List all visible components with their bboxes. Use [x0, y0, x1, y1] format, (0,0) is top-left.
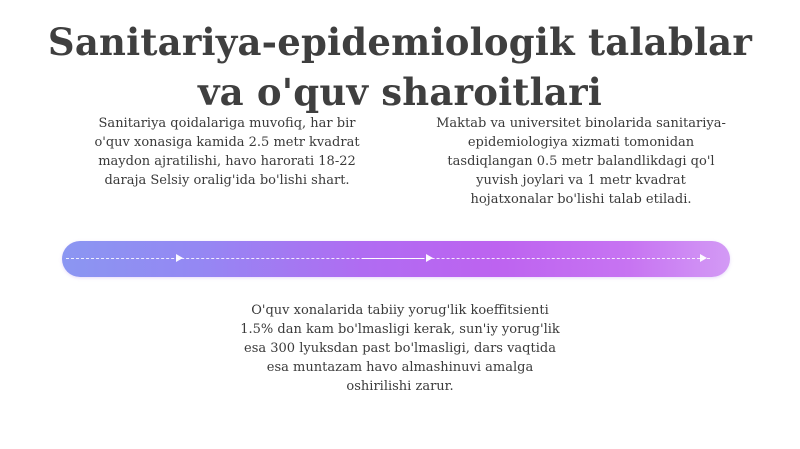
text-line: yuvish joylari va 1 metr kvadrat — [476, 173, 686, 188]
text-line: epidemiologiya xizmati tomonidan — [467, 135, 695, 150]
sanitary-rules-text — [72, 114, 382, 190]
text-line: hojatxonalar bo'lishi talab etiladi. — [470, 192, 692, 207]
page-title — [0, 17, 800, 117]
text-line: daraja Selsiy oralig'ida bo'lishi shart. — [104, 173, 350, 188]
lighting-ventilation-text — [226, 301, 574, 396]
arrow-right-icon — [176, 254, 183, 262]
page-title-line-2: va o'quv sharoitlari — [197, 69, 603, 114]
timeline-bar — [62, 241, 730, 277]
text-line: oshirilishi zarur. — [346, 379, 454, 394]
text-line: O'quv xonalarida tabiiy yorug'lik koeffitsienti — [251, 303, 549, 318]
text-line: maydon ajratilishi, havo harorati 18-22 — [98, 154, 356, 169]
arrow-right-icon — [700, 254, 707, 262]
text-line: o'quv xonasiga kamida 2.5 metr kvadrat — [94, 135, 360, 150]
text-line: Sanitariya qoidalariga muvofiq, har bir — [98, 116, 356, 131]
text-line: 1.5% dan kam bo'lmasligi kerak, sun'iy yorug'lik — [240, 322, 560, 337]
text-line: tasdiqlangan 0.5 metr balandlikdagi qo'l — [447, 154, 715, 169]
text-line: esa muntazam havo almashinuvi amalga — [266, 360, 534, 375]
hygiene-facilities-text — [418, 114, 744, 209]
timeline-solid-segment — [362, 258, 424, 260]
text-line: esa 300 lyuksdan past bo'lmasligi, dars vaqtida — [244, 341, 556, 356]
arrow-right-icon — [426, 254, 433, 262]
page-title-line-1: Sanitariya-epidemiologik talablar — [47, 19, 753, 64]
text-line: Maktab va universitet binolarida sanitariya- — [436, 116, 726, 131]
